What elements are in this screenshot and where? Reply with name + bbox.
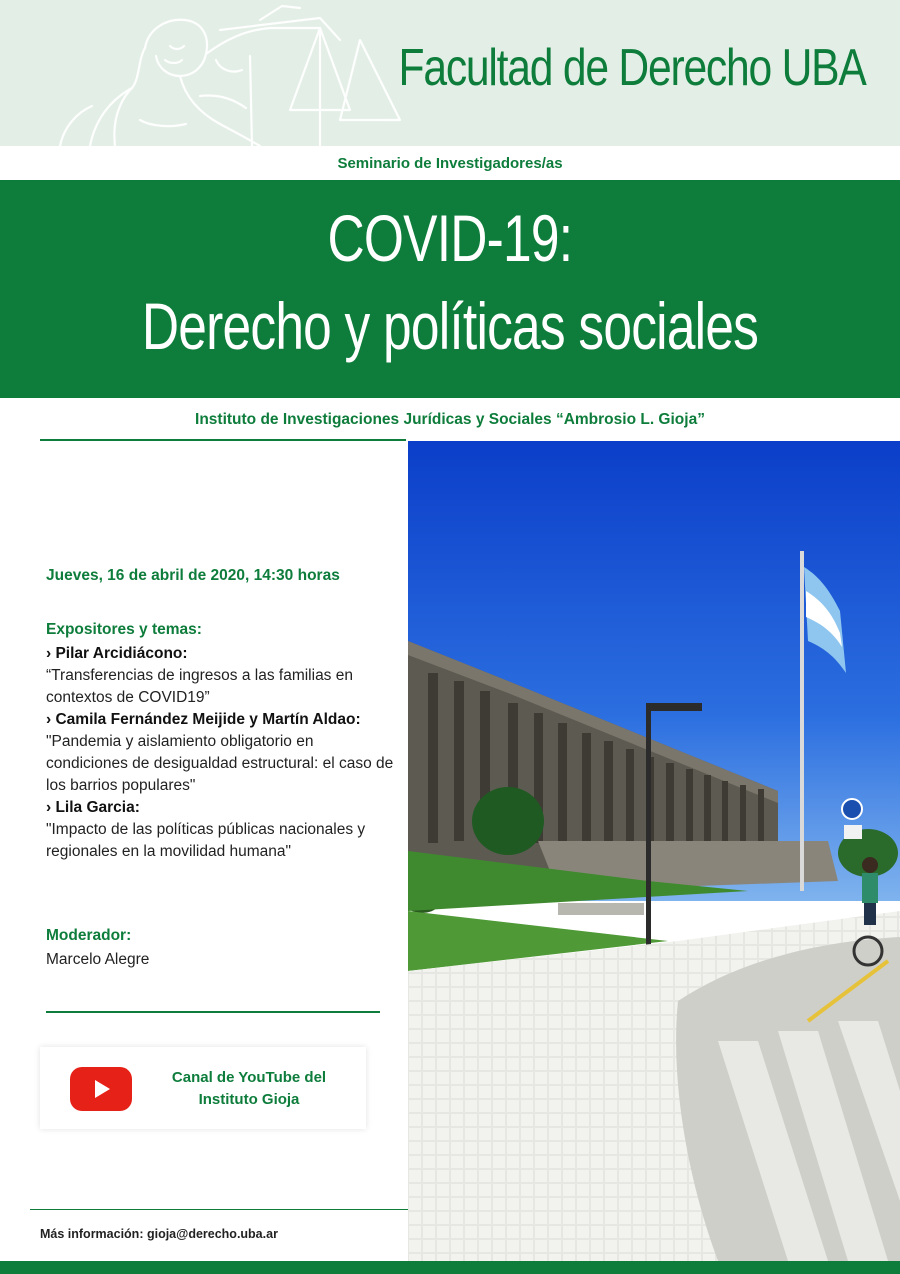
divider: [46, 1011, 380, 1013]
faculty-building-photo: [408, 441, 900, 1261]
youtube-play-icon[interactable]: [70, 1067, 132, 1111]
speaker-item: [46, 643, 398, 709]
bottom-bar: [0, 1261, 900, 1274]
moderator-name: Marcelo Alegre: [46, 951, 150, 968]
speaker-topic: "Impacto de las políticas públicas nacionales y regionales en la movilidad humana": [46, 821, 366, 860]
speaker-item: [46, 797, 398, 863]
speaker-topic: “Transferencias de ingresos a las familias en contextos de COVID19”: [46, 667, 353, 706]
institute-name: Instituto de Investigaciones Jurídicas y Sociales “Ambrosio L. Gioja”: [195, 411, 705, 428]
event-title-line-2: Derecho y políticas sociales: [141, 289, 759, 363]
seminar-label: Seminario de Investigadores/as: [337, 155, 563, 172]
youtube-channel-link[interactable]: [40, 1047, 366, 1129]
contact-info: Más información: gioja@derecho.uba.ar: [40, 1227, 278, 1241]
event-title-band: [0, 180, 900, 398]
header-banner: [0, 0, 900, 146]
event-details-column: [0, 441, 408, 1261]
institute-row: [0, 398, 900, 440]
justice-statue-illustration: [20, 0, 420, 146]
divider: [30, 1209, 408, 1210]
speaker-name: › Lila Garcia:: [46, 799, 140, 816]
speakers-list: [46, 643, 398, 863]
speaker-name: › Camila Fernández Meijide y Martín Aldao:: [46, 711, 361, 728]
event-date: Jueves, 16 de abril de 2020, 14:30 horas: [46, 567, 340, 584]
speakers-heading: Expositores y temas:: [46, 621, 202, 638]
event-title-line-1: COVID-19:: [327, 201, 573, 275]
speaker-name: › Pilar Arcidiácono:: [46, 645, 188, 662]
faculty-building-photo-illustration: [408, 441, 900, 1261]
youtube-channel-label[interactable]: Canal de YouTube del Instituto Gioja: [171, 1069, 327, 1108]
seminar-strip: [0, 146, 900, 180]
speaker-item: [46, 709, 398, 797]
speaker-topic: "Pandemia y aislamiento obligatorio en condiciones de desigualdad estructural: el caso de los barrios populares": [46, 733, 394, 794]
faculty-title: Facultad de Derecho UBA: [398, 39, 866, 97]
moderator-heading: Moderador:: [46, 927, 132, 944]
